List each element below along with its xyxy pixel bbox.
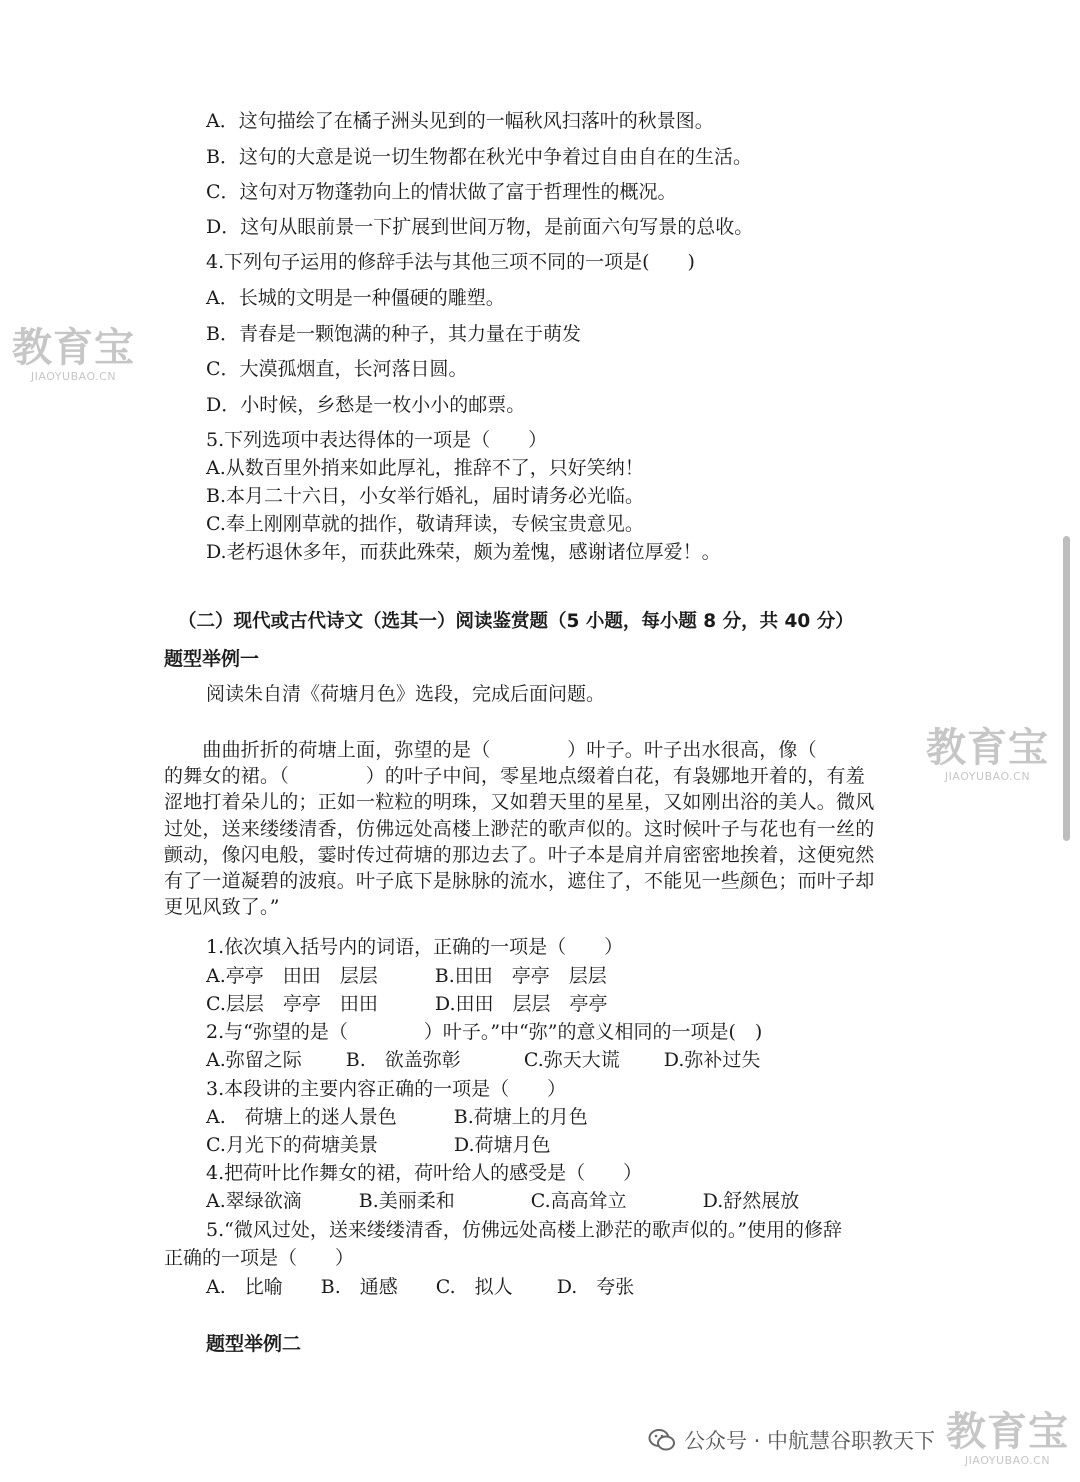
- q5-stem: 5.下列选项中表达得体的一项是（ ）: [206, 429, 548, 451]
- passage: [164, 737, 964, 920]
- watermark-text: 教育宝: [12, 325, 135, 371]
- passage-line: 过处，送来缕缕清香，仿佛远处高楼上渺茫的歌声似的。这时候叶子与花也有一丝的: [164, 817, 875, 840]
- question-2-stem: 2.与“弥望的是（ ）叶子。”中“弥”的意义相同的一项是( ): [206, 1021, 763, 1043]
- section-heading: （二）现代或古代诗文（选其一）阅读鉴赏题（5 小题，每小题 8 分，共 40 分）: [178, 611, 854, 632]
- question-3-options-row2: C.月光下的荷塘美景 D.荷塘月色: [206, 1134, 551, 1156]
- q4-option-d: D．小时候，乡愁是一枚小小的邮票。: [206, 394, 526, 416]
- passage-line: 曲曲折折的荷塘上面，弥望的是（ ）叶子。叶子出水很高，像（: [164, 739, 817, 761]
- q5-option-b: B.本月二十六日，小女举行婚礼，届时请务必光临。: [206, 485, 645, 507]
- question-3-options-row1: A. 荷塘上的迷人景色 B.荷塘上的月色: [206, 1106, 588, 1128]
- example-2-title: 题型举例二: [206, 1333, 302, 1355]
- q4-option-b: B．青春是一颗饱满的种子，其力量在于萌发: [206, 323, 581, 345]
- question-1-stem: 1.依次填入括号内的词语，正确的一项是（ ）: [206, 936, 624, 958]
- q5-option-c: C.奉上刚刚草就的拙作，敬请拜读，专候宝贵意见。: [206, 513, 644, 535]
- question-3-stem: 3.本段讲的主要内容正确的一项是（ ）: [206, 1078, 567, 1100]
- q5-option-d: D.老朽退休多年，而获此殊荣，颇为羞愧，感谢诸位厚爱！。: [206, 541, 721, 563]
- question-2-options: A.弥留之际 B. 欲盖弥彰 C.弥天大谎 D.弥补过失: [206, 1049, 761, 1071]
- footer-text: 公众号 · 中航慧谷职教天下: [684, 1429, 936, 1453]
- watermark-bottom: [946, 1410, 1069, 1468]
- footer-account: [648, 1423, 935, 1457]
- passage-line: 涩地打着朵儿的；正如一粒粒的明珠，又如碧天里的星星，又如刚出浴的美人。微风: [164, 791, 875, 814]
- q4-option-a: A．长城的文明是一种僵硬的雕塑。: [206, 287, 505, 309]
- question-5-stem-cont: 正确的一项是（ ）: [164, 1247, 355, 1269]
- question-1-options-row1: A.亭亭 田田 层层 B.田田 亭亭 层层: [206, 965, 607, 987]
- watermark-text: 教育宝: [926, 725, 1049, 771]
- passage-line: 有了一道凝碧的波痕。叶子底下是脉脉的流水，遮住了，不能见一些颜色；而叶子却: [164, 870, 875, 893]
- q3-option-a: A．这句描绘了在橘子洲头见到的一幅秋风扫落叶的秋景图。: [206, 110, 714, 132]
- q3-option-d: D．这句从眼前景一下扩展到世间万物，是前面六句写景的总收。: [206, 216, 754, 238]
- q3-option-b: B．这句的大意是说一切生物都在秋光中争着过自由自在的生活。: [206, 146, 752, 168]
- example-1-title: 题型举例一: [164, 648, 260, 670]
- scrollbar-thumb[interactable]: [1063, 536, 1070, 841]
- watermark-text: 教育宝: [946, 1409, 1069, 1455]
- reading-instruction: 阅读朱自清《荷塘月色》选段，完成后面问题。: [206, 683, 606, 705]
- watermark-domain: JIAOYUBAO.CN: [964, 1454, 1051, 1467]
- q5-option-a: A.从数百里外捎来如此厚礼，推辞不了，只好笑纳！: [206, 457, 644, 479]
- question-4-stem: 4.把荷叶比作舞女的裙，荷叶给人的感受是（ ）: [206, 1162, 643, 1184]
- watermark-left: [12, 326, 135, 384]
- q4-option-c: C．大漠孤烟直，长河落日圆。: [206, 358, 468, 380]
- watermark-domain: JIAOYUBAO.CN: [30, 370, 117, 383]
- passage-line: 颤动，像闪电般，霎时传过荷塘的那边去了。叶子本是肩并肩密密地挨着，这便宛然: [164, 843, 875, 866]
- question-1-options-row2: C.层层 亭亭 田田 D.田田 层层 亭亭: [206, 993, 608, 1015]
- watermark-right: [926, 726, 1049, 784]
- watermark-domain: JIAOYUBAO.CN: [944, 770, 1031, 783]
- q4-stem: 4.下列句子运用的修辞手法与其他三项不同的一项是( ): [206, 251, 695, 273]
- question-5-stem: 5.“微风过处，送来缕缕清香，仿佛远处高楼上渺茫的歌声似的。”使用的修辞: [206, 1219, 843, 1241]
- passage-line: 的舞女的裙。（ ）的叶子中间，零星地点缀着白花，有袅娜地开着的，有羞: [164, 765, 865, 788]
- wechat-icon: [648, 1428, 676, 1452]
- question-4-options: A.翠绿欲滴 B.美丽柔和 C.高高耸立 D.舒然展放: [206, 1190, 800, 1212]
- q3-option-c: C．这句对万物蓬勃向上的情状做了富于哲理性的概况。: [206, 181, 677, 203]
- question-5-options: A. 比喻 B. 通感 C. 拟人 D. 夸张: [206, 1276, 635, 1298]
- passage-line: 更见风致了。”: [164, 896, 280, 919]
